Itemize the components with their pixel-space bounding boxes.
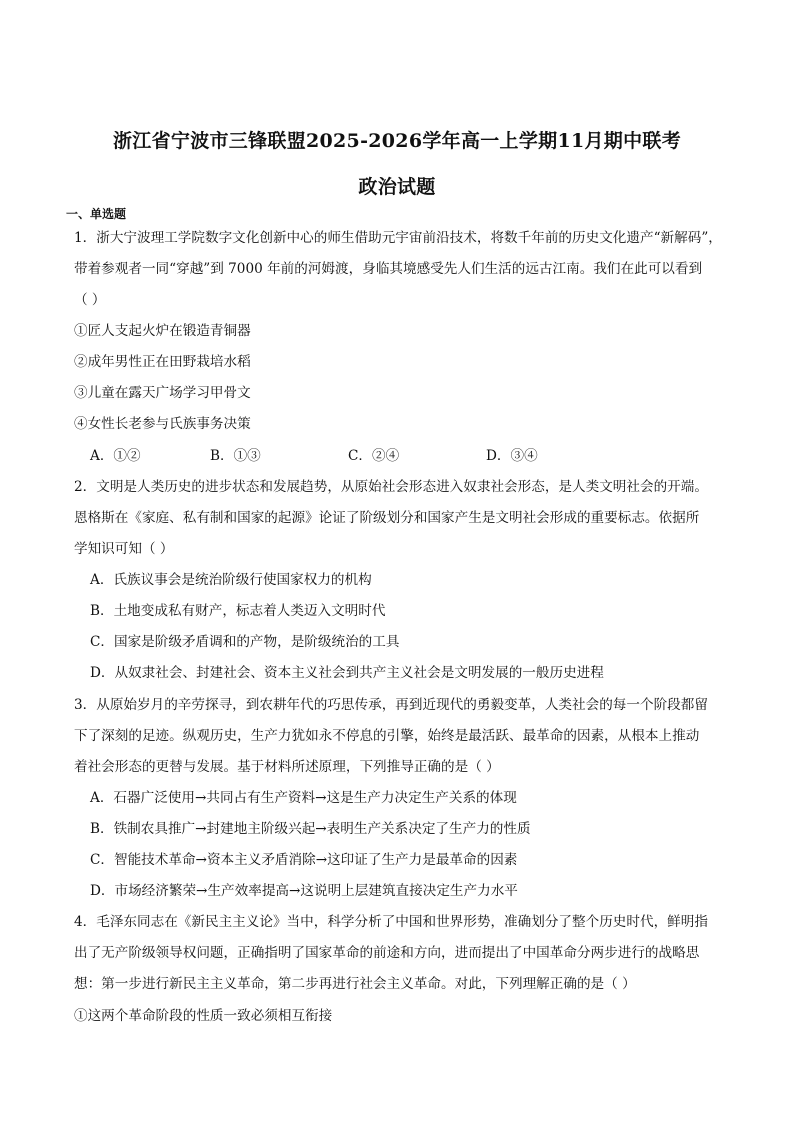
q1-stem-line-3: （ ） [74, 292, 106, 308]
q1-option-d: D．③④ [486, 448, 538, 464]
q1-statement-2: ②成年男性正在田野栽培水稻 [74, 354, 251, 370]
q3-stem-line-2: 下了深刻的足迹。纵观历史，生产力犹如永不停息的引擎，始终是最活跃、最革命的因素，从根本上推动 [74, 728, 700, 744]
q3-option-a: A．石器广泛使用→共同占有生产资料→这是生产力决定生产关系的体现 [90, 790, 517, 806]
q1-statement-1: ①匠人支起火炉在锻造青铜器 [74, 323, 251, 339]
section-heading: 一、单选题 [66, 207, 127, 221]
document-subtitle: 政治试题 [358, 176, 436, 198]
q3-stem-line-3: 着社会形态的更替与发展。基于材料所述原理，下列推导正确的是（ ） [74, 759, 500, 775]
q2-option-c: C．国家是阶级矛盾调和的产物，是阶级统治的工具 [90, 634, 400, 650]
q2-stem-line-2: 恩格斯在《家庭、私有制和国家的起源》论证了阶级划分和国家产生是文明社会形成的重要标志。依据所 [74, 510, 700, 526]
q2-option-a: A．氏族议事会是统治阶级行使国家权力的机构 [90, 572, 372, 588]
q1-option-b: B．①③ [210, 448, 261, 464]
q2-option-d: D．从奴隶社会、封建社会、资本主义社会到共产主义社会是文明发展的一般历史进程 [90, 665, 604, 681]
q3-option-d: D．市场经济繁荣→生产效率提高→这说明上层建筑直接决定生产力水平 [90, 883, 518, 899]
q2-option-b: B．土地变成私有财产，标志着人类迈入文明时代 [90, 603, 386, 619]
q3-stem-line-1: 3．从原始岁月的辛劳探寻，到农耕年代的巧思传承，再到近现代的勇毅变革，人类社会的每一个阶段都留 [74, 697, 708, 713]
q1-statement-4: ④女性长老参与氏族事务决策 [74, 416, 251, 432]
q3-option-b: B．铁制农具推广→封建地主阶级兴起→表明生产关系决定了生产力的性质 [90, 821, 531, 837]
q2-stem-line-1: 2．文明是人类历史的进步状态和发展趋势，从原始社会形态进入奴隶社会形态，是人类文明社会的开端。 [74, 479, 708, 495]
q1-stem-line-1: 1．浙大宁波理工学院数字文化创新中心的师生借助元宇宙前沿技术，将数千年前的历史文化遗产“新解码”， [74, 230, 722, 246]
q2-stem-line-3: 学知识可知（ ） [74, 541, 174, 557]
document-title: 浙江省宁波市三锋联盟2025-2026学年高一上学期11月期中联考 [113, 130, 681, 152]
q4-stem-line-3: 想：第一步进行新民主主义革命，第二步再进行社会主义革命。对此，下列理解正确的是（ ） [74, 976, 636, 992]
q1-stem-line-2: 带着参观者一同“穿越”到 7000 年前的河姆渡，身临其境感受先人们生活的远古江南。我们在此可以看到 [74, 261, 703, 277]
q1-option-a: A．①② [90, 448, 141, 464]
q4-stem-line-1: 4．毛泽东同志在《新民主主义论》当中，科学分析了中国和世界形势，准确划分了整个历史时代，鲜明指 [74, 914, 708, 930]
q3-option-c: C．智能技术革命→资本主义矛盾消除→这印证了生产力是最革命的因素 [90, 852, 518, 868]
q1-statement-3: ③儿童在露天广场学习甲骨文 [74, 385, 251, 401]
q4-statement-1: ①这两个革命阶段的性质一致必须相互衔接 [74, 1008, 333, 1024]
q4-stem-line-2: 出了无产阶级领导权问题，正确指明了国家革命的前途和方向，进而提出了中国革命分两步进行的战略思 [74, 945, 700, 961]
q1-option-c: C．②④ [348, 448, 400, 464]
